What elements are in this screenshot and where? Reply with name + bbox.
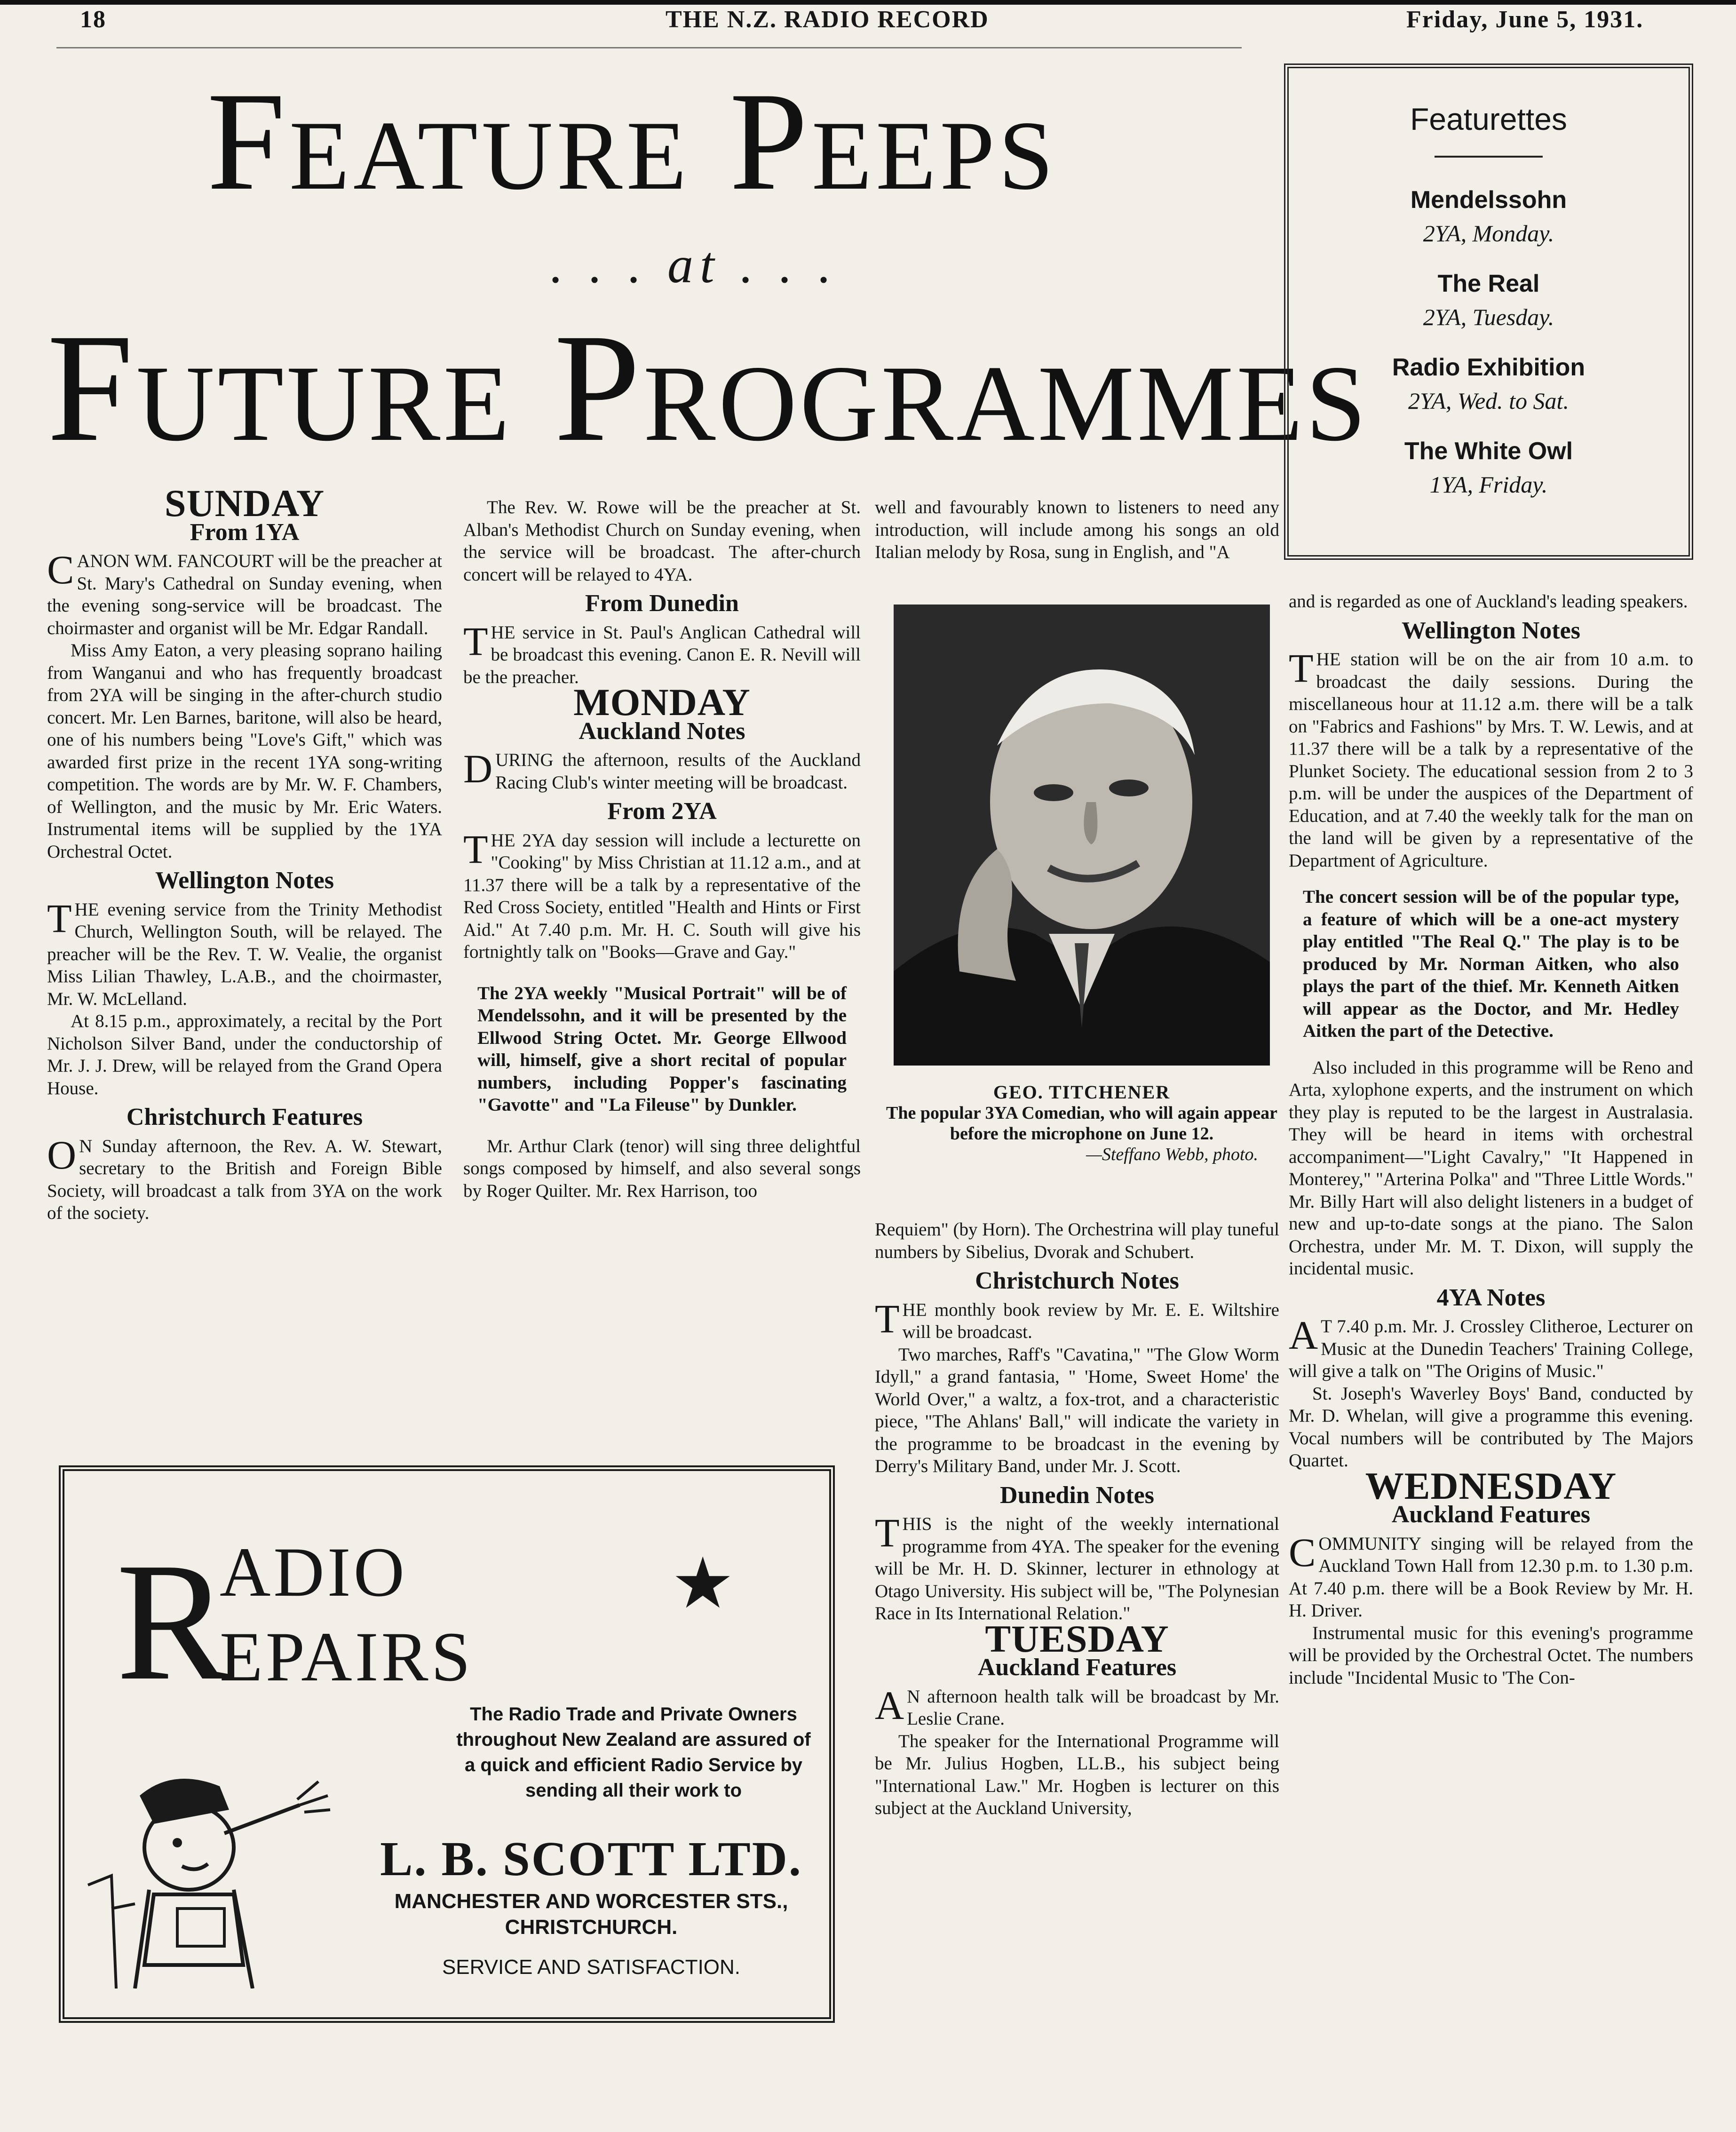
section-heading: From 2YA — [607, 798, 717, 825]
drop-cap: D — [463, 746, 493, 791]
top-rule — [0, 0, 1736, 5]
section-heading: Auckland Features — [977, 1654, 1177, 1681]
article-paragraph: DURING the afternoon, results of the Auckland Racing Club's winter meeting will be broadcast. — [463, 746, 861, 793]
ad-word-radio: ADIO — [220, 1533, 407, 1611]
highlight-paragraph: The concert session will be of the popular type, a feature of which will be a one-act mystery play entitled "The Real Q." The play is to be produced by Mr. Norman Aitken, who also plays the part of the thief. Mr. Kenneth Aitken will appear as the Doctor, and Mr. Hedley Aitken the part of the Detective. — [1303, 887, 1679, 1041]
day-heading: WEDNESDAY — [1365, 1464, 1617, 1507]
article-paragraph: THE evening service from the Trinity Methodist Church, Wellington South, will be relayed. The preacher will be the Rev. T. W. Vealie, the organist Miss Lilian Thawley, L.A.B., and the choirmaster, Mr. W. McLelland. — [47, 895, 442, 1009]
article-paragraph: Also included in this programme will be Reno and Arta, xylophone experts, and the instrument on which they play is reputed to be the largest in Australasia. They will be heard in items with orchestral accompaniment—"Light Cavalry," "It Happened in Monterey," "Arterina Polka" and "Three Little Words." Mr. Billy Hart will also delight listeners in a budget of new and up-to-date songs at the piano. The Salon Orchestra, under Mr. M. T. Dixon, will supply the incidental music. — [1289, 1057, 1693, 1279]
article-paragraph: St. Joseph's Waverley Boys' Band, conducted by Mr. D. Whelan, will give a programme this evening. Vocal numbers will be contributed by The Majors Quartet. — [1289, 1383, 1693, 1471]
drop-cap: C — [1289, 1529, 1316, 1575]
drop-cap: A — [875, 1682, 904, 1728]
article-paragraph: and is regarded as one of Auckland's leading speakers. — [1289, 591, 1688, 612]
section-heading: Wellington Notes — [155, 867, 334, 894]
section-heading: Auckland Notes — [579, 717, 745, 745]
column-3-bottom — [875, 1218, 1279, 1820]
featurette-schedule: 2YA, Wed. to Sat. — [1408, 388, 1569, 414]
drop-cap: T — [463, 618, 488, 664]
article-paragraph: THE station will be on the air from 10 a.m. to broadcast the daily sessions. During the miscellaneous hour at 11.12 a.m. there will be a talk on "Fabrics and Fashions" by Mrs. T. W. Lewis, and at 11.37 there will be a talk by a representative of the Plunket Society. The educational session from 2 to 3 p.m. will be under the auspices of the Department of Education, and at 7.40 the weekly talk for the man on the land will be given by a representative of the Department of Agriculture. — [1289, 645, 1693, 871]
article-paragraph: A T 7.40 p.m. Mr. J. Crossley Clitheroe, Lecturer on Music at the Dunedin Teachers' Training College, will give a talk on "The Origins of Music." — [1289, 1313, 1693, 1381]
section-heading: Christchurch Notes — [975, 1267, 1179, 1294]
featurettes-divider — [1435, 156, 1543, 158]
article-paragraph: COMMUNITY singing will be relayed from the Auckland Town Hall from 12.30 p.m. to 1.30 p.m. At 7.40 p.m. there will be a Book Review by Mr. H. H. Driver. — [1289, 1529, 1693, 1621]
article-paragraph: THIS is the night of the weekly international programme from 4YA. The speaker for the evening will be Mr. H. D. Skinner, lecturer in ethnology at Otago University. His subject will be, "The Polynesian Race in Its International Relation." — [875, 1510, 1279, 1623]
drop-cap: T — [47, 895, 72, 941]
drop-cap: C — [47, 547, 74, 592]
photo-caption-block — [877, 1082, 1286, 1165]
drop-cap: T — [875, 1296, 900, 1341]
featurette-schedule: 1YA, Friday. — [1429, 471, 1548, 498]
drop-cap: A — [1289, 1313, 1318, 1358]
headline-line2: Future Programmes — [47, 302, 1369, 474]
page-number: 18 — [80, 6, 106, 33]
highlight-paragraph: The 2YA weekly "Musical Portrait" will be of Mendelssohn, and it will be presented by the Ellwood String Octet. Mr. George Ellwood will, himself, give a short recital of popular numbers, including Popper's fascinating "Gavotte" and "La Fileuse" by Dunkler. — [477, 983, 847, 1115]
section-heading: Dunedin Notes — [1000, 1481, 1154, 1509]
issue-date: Friday, June 5, 1931. — [1406, 6, 1644, 33]
day-heading: TUESDAY — [985, 1617, 1169, 1660]
article-paragraph: At 8.15 p.m., approximately, a recital by the Port Nicholson Silver Band, under the conductorship of Mr. J. J. Drew, will be relayed from the Grand Opera House. — [47, 1011, 442, 1098]
article-paragraph: THE 2YA day session will include a lecturette on "Cooking" by Miss Christian at 11.12 a.m., and at 11.37 there will be a talk by a representative of the Red Cross Society, entitled "Health and Hints or First Aid." At 7.40 p.m. Mr. H. C. South will give his fortnightly talk on "Books—Grave and Gay." — [463, 826, 861, 962]
section-heading: From Dunedin — [585, 590, 739, 617]
column-2 — [463, 496, 861, 1202]
article-paragraph: O N Sunday afternoon, the Rev. A. W. Stewart, secretary to the British and Foreign Bible Society, will broadcast a talk from 3YA on the work of the society. — [47, 1132, 442, 1223]
article-paragraph: The speaker for the International Programme will be Mr. Julius Hogben, LL.B., his subject being "International Law." Mr. Hogben is lecturer on this subject at the Auckland University, — [875, 1731, 1279, 1818]
day-heading: MONDAY — [573, 681, 751, 724]
article-paragraph: Miss Amy Eaton, a very pleasing soprano hailing from Wanganui and who has frequently broadcast from 2YA will be singing in the after-church studio concert. Mr. Len Barnes, baritone, will also be heard, one of his numbers being "Love's Gift," which was awarded first prize in the recent 1YA song-writing competition. The words are by Mr. W. F. Chambers, of Wellington, and the music by Mr. Eric Waters. Instrumental items will be supplied by the 1YA Orchestral Octet. — [47, 640, 442, 862]
portrait-illustration — [894, 605, 1270, 1066]
featurette-title: The Real — [1437, 270, 1540, 297]
ad-word-repairs: EPAIRS — [220, 1618, 474, 1696]
section-heading: Christchurch Features — [126, 1104, 363, 1130]
drop-cap: T — [1289, 645, 1314, 691]
featurette-schedule: 2YA, Tuesday. — [1423, 304, 1554, 330]
drop-cap: T — [463, 826, 488, 872]
star-icon: ★ — [671, 1545, 735, 1623]
featurette-schedule: 2YA, Monday. — [1423, 220, 1554, 247]
section-heading: 4YA Notes — [1436, 1284, 1546, 1311]
drop-cap: O — [47, 1132, 77, 1177]
article-paragraph: THE service in St. Paul's Anglican Cathedral will be broadcast this evening. Canon E. R. Nevill will be the preacher. — [463, 618, 861, 687]
article-paragraph: well and favourably known to listeners to need any introduction, will include among his songs an old Italian melody by Rosa, sung in English, and "A — [875, 497, 1279, 562]
featurette-title: Mendelssohn — [1410, 186, 1567, 214]
publication-title: THE N.Z. RADIO RECORD — [666, 6, 989, 33]
article-paragraph: Instrumental music for this evening's programme will be provided by the Orchestral Octet. The numbers include "Incidental Music to 'The Con- — [1289, 1623, 1693, 1688]
section-heading: Auckland Features — [1391, 1501, 1591, 1528]
section-heading: From 1YA — [190, 518, 300, 546]
featurettes-title: Featurettes — [1410, 102, 1567, 136]
photo-subject-name: GEO. TITCHENER — [993, 1082, 1171, 1103]
article-paragraph: Requiem" (by Horn). The Orchestrina will play tuneful numbers by Sibelius, Dvorak and Schubert. — [875, 1219, 1279, 1262]
ad-body-text: The Radio Trade and Private Owners throughout New Zealand are assured of a quick and efficient Radio Service by sending all their work to — [456, 1704, 811, 1801]
section-heading: Wellington Notes — [1402, 617, 1580, 644]
ad-big-letter: R — [116, 1527, 230, 1715]
portrait-photo — [894, 605, 1270, 1066]
article-paragraph: THE monthly book review by Mr. E. E. Wiltshire will be broadcast. — [875, 1296, 1279, 1342]
column-1 — [47, 482, 442, 1225]
column-4 — [1289, 590, 1693, 1689]
header-rule — [56, 47, 1242, 48]
ad-tagline: SERVICE AND SATISFACTION. — [442, 1956, 741, 1979]
article-paragraph: CANON WM. FANCOURT will be the preacher at St. Mary's Cathedral on Sunday evening, when the evening song-service will be broadcast. The choirmaster and organist will be Mr. Edgar Randall. — [47, 547, 442, 638]
article-paragraph: Mr. Arthur Clark (tenor) will sing three delightful songs composed by himself, and also several songs by Roger Quilter. Mr. Rex Harrison, too — [463, 1136, 861, 1201]
ad-address-line1: MANCHESTER AND WORCESTER STS., — [394, 1890, 788, 1913]
headline-connector: . . . at . . . — [550, 236, 838, 294]
photo-credit: —Steffano Webb, photo. — [1086, 1145, 1258, 1164]
photo-caption: The popular 3YA Comedian, who will again appear before the microphone on June 12. — [886, 1103, 1277, 1144]
article-paragraph: The Rev. W. Rowe will be the preacher at St. Alban's Methodist Church on Sunday evening, when the service will be broadcast. The after-church concert will be relayed to 4YA. — [463, 497, 861, 585]
headline-line1: Feature Peeps — [207, 63, 1057, 219]
ad-address-line2: CHRISTCHURCH. — [505, 1916, 678, 1939]
day-heading: SUNDAY — [164, 482, 325, 525]
article-paragraph: A N afternoon health talk will be broadcast by Mr. Leslie Crane. — [875, 1682, 1279, 1729]
featurette-title: Radio Exhibition — [1392, 354, 1585, 381]
radio-repairs-advertisement — [59, 1465, 835, 2023]
ad-illustration — [83, 1767, 375, 1989]
ad-company-name: L. B. SCOTT LTD. — [380, 1832, 802, 1886]
featurette-title: The White Owl — [1404, 438, 1573, 465]
column-3-top — [875, 496, 1279, 564]
featurettes-box — [1284, 64, 1693, 560]
article-paragraph: Two marches, Raff's "Cavatina," "The Glow Worm Idyll," a grand fantasia, " 'Home, Sweet Home' the World Over," a waltz, a fox-trot, and a characteristic piece, "The Ahlans' Ball," will indicate the variety in the programme to be broadcast in the evening by Derry's Military Band, under Mr. J. Scott. — [875, 1344, 1279, 1476]
drop-cap: T — [875, 1510, 900, 1555]
